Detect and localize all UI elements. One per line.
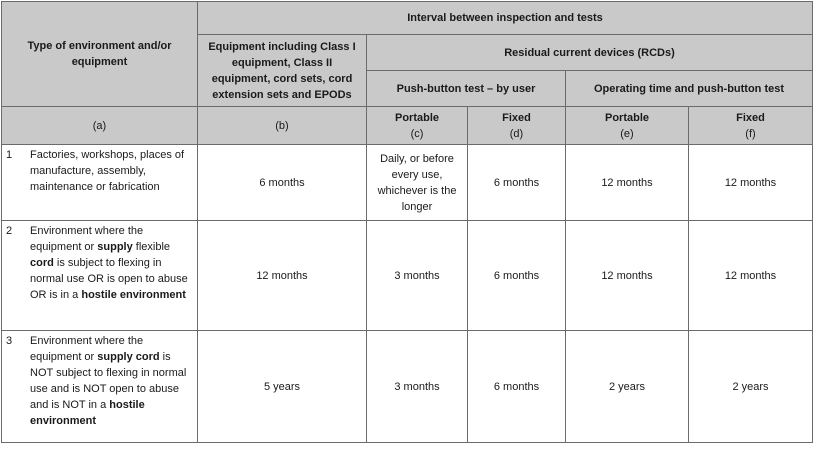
text-segment: Environment where the equipment or [30,335,144,363]
text-segment: Factories, workshops, places of manufacture, assembly, maintenance or fabrication [30,149,185,193]
column-letter-d: Fixed (d) [468,107,566,145]
environment-description [2,221,198,331]
push-button-portable: Daily, or before every use, whichever is the longer [367,145,468,221]
header-interval: Interval between inspection and tests [198,2,813,35]
header-push-button-test: Push-button test – by user [367,71,566,107]
table-row [2,145,813,221]
header-operating-time-test: Operating time and push-button test [566,71,813,107]
emphasis-text: cord [30,257,54,269]
row-number: 2 [6,225,13,237]
header-rcd: Residual current devices (RCDs) [367,35,813,71]
push-button-fixed: 6 months [468,331,566,443]
header-type-of-environment: Type of environment and/or equipment [2,2,198,107]
operating-time-fixed: 2 years [689,331,813,443]
text-segment: flexible [132,241,171,253]
subheader-portable: Portable [604,111,649,124]
table-row [2,221,813,331]
column-letter-f: Fixed (f) [689,107,813,145]
row-number: 1 [6,149,13,161]
row-number: 3 [6,335,13,347]
equipment-interval: 5 years [198,331,367,443]
operating-time-fixed: 12 months [689,145,813,221]
push-button-fixed: 6 months [468,221,566,331]
text-segment: is subject to flexing in normal use OR is open to abuse OR is in a [30,257,188,301]
equipment-interval: 12 months [198,221,367,331]
environment-description [2,145,198,221]
inspection-interval-table [1,1,813,443]
column-letter-e: Portable (e) [566,107,689,145]
header-equipment: Equipment including Class I equipment, Class II equipment, cord sets, cord extension sets and EPODs [198,35,367,107]
emphasis-text: supply [97,241,133,253]
operating-time-portable: 12 months [566,221,689,331]
operating-time-portable: 12 months [566,145,689,221]
push-button-portable: 3 months [367,331,468,443]
push-button-fixed: 6 months [468,145,566,221]
description-text [30,147,193,195]
subheader-fixed: Fixed [736,111,765,124]
column-letter-a: (a) [2,107,198,145]
description-text [30,223,193,303]
column-letter-b: (b) [198,107,367,145]
table-row [2,331,813,443]
emphasis-text: supply cord [97,351,160,363]
environment-description [2,331,198,443]
emphasis-text: hostile environment [81,289,186,301]
emphasis-text: hostile environment [30,399,145,427]
column-letter-c: Portable (c) [367,107,468,145]
operating-time-fixed: 12 months [689,221,813,331]
subheader-portable: Portable [394,111,439,124]
push-button-portable: 3 months [367,221,468,331]
text-segment: Environment where the equipment or [30,225,144,253]
description-text [30,333,193,429]
operating-time-portable: 2 years [566,331,689,443]
subheader-fixed: Fixed [502,111,531,124]
equipment-interval: 6 months [198,145,367,221]
text-segment: is NOT subject to flexing in normal use and is NOT open to abuse and is NOT in a [30,351,187,411]
